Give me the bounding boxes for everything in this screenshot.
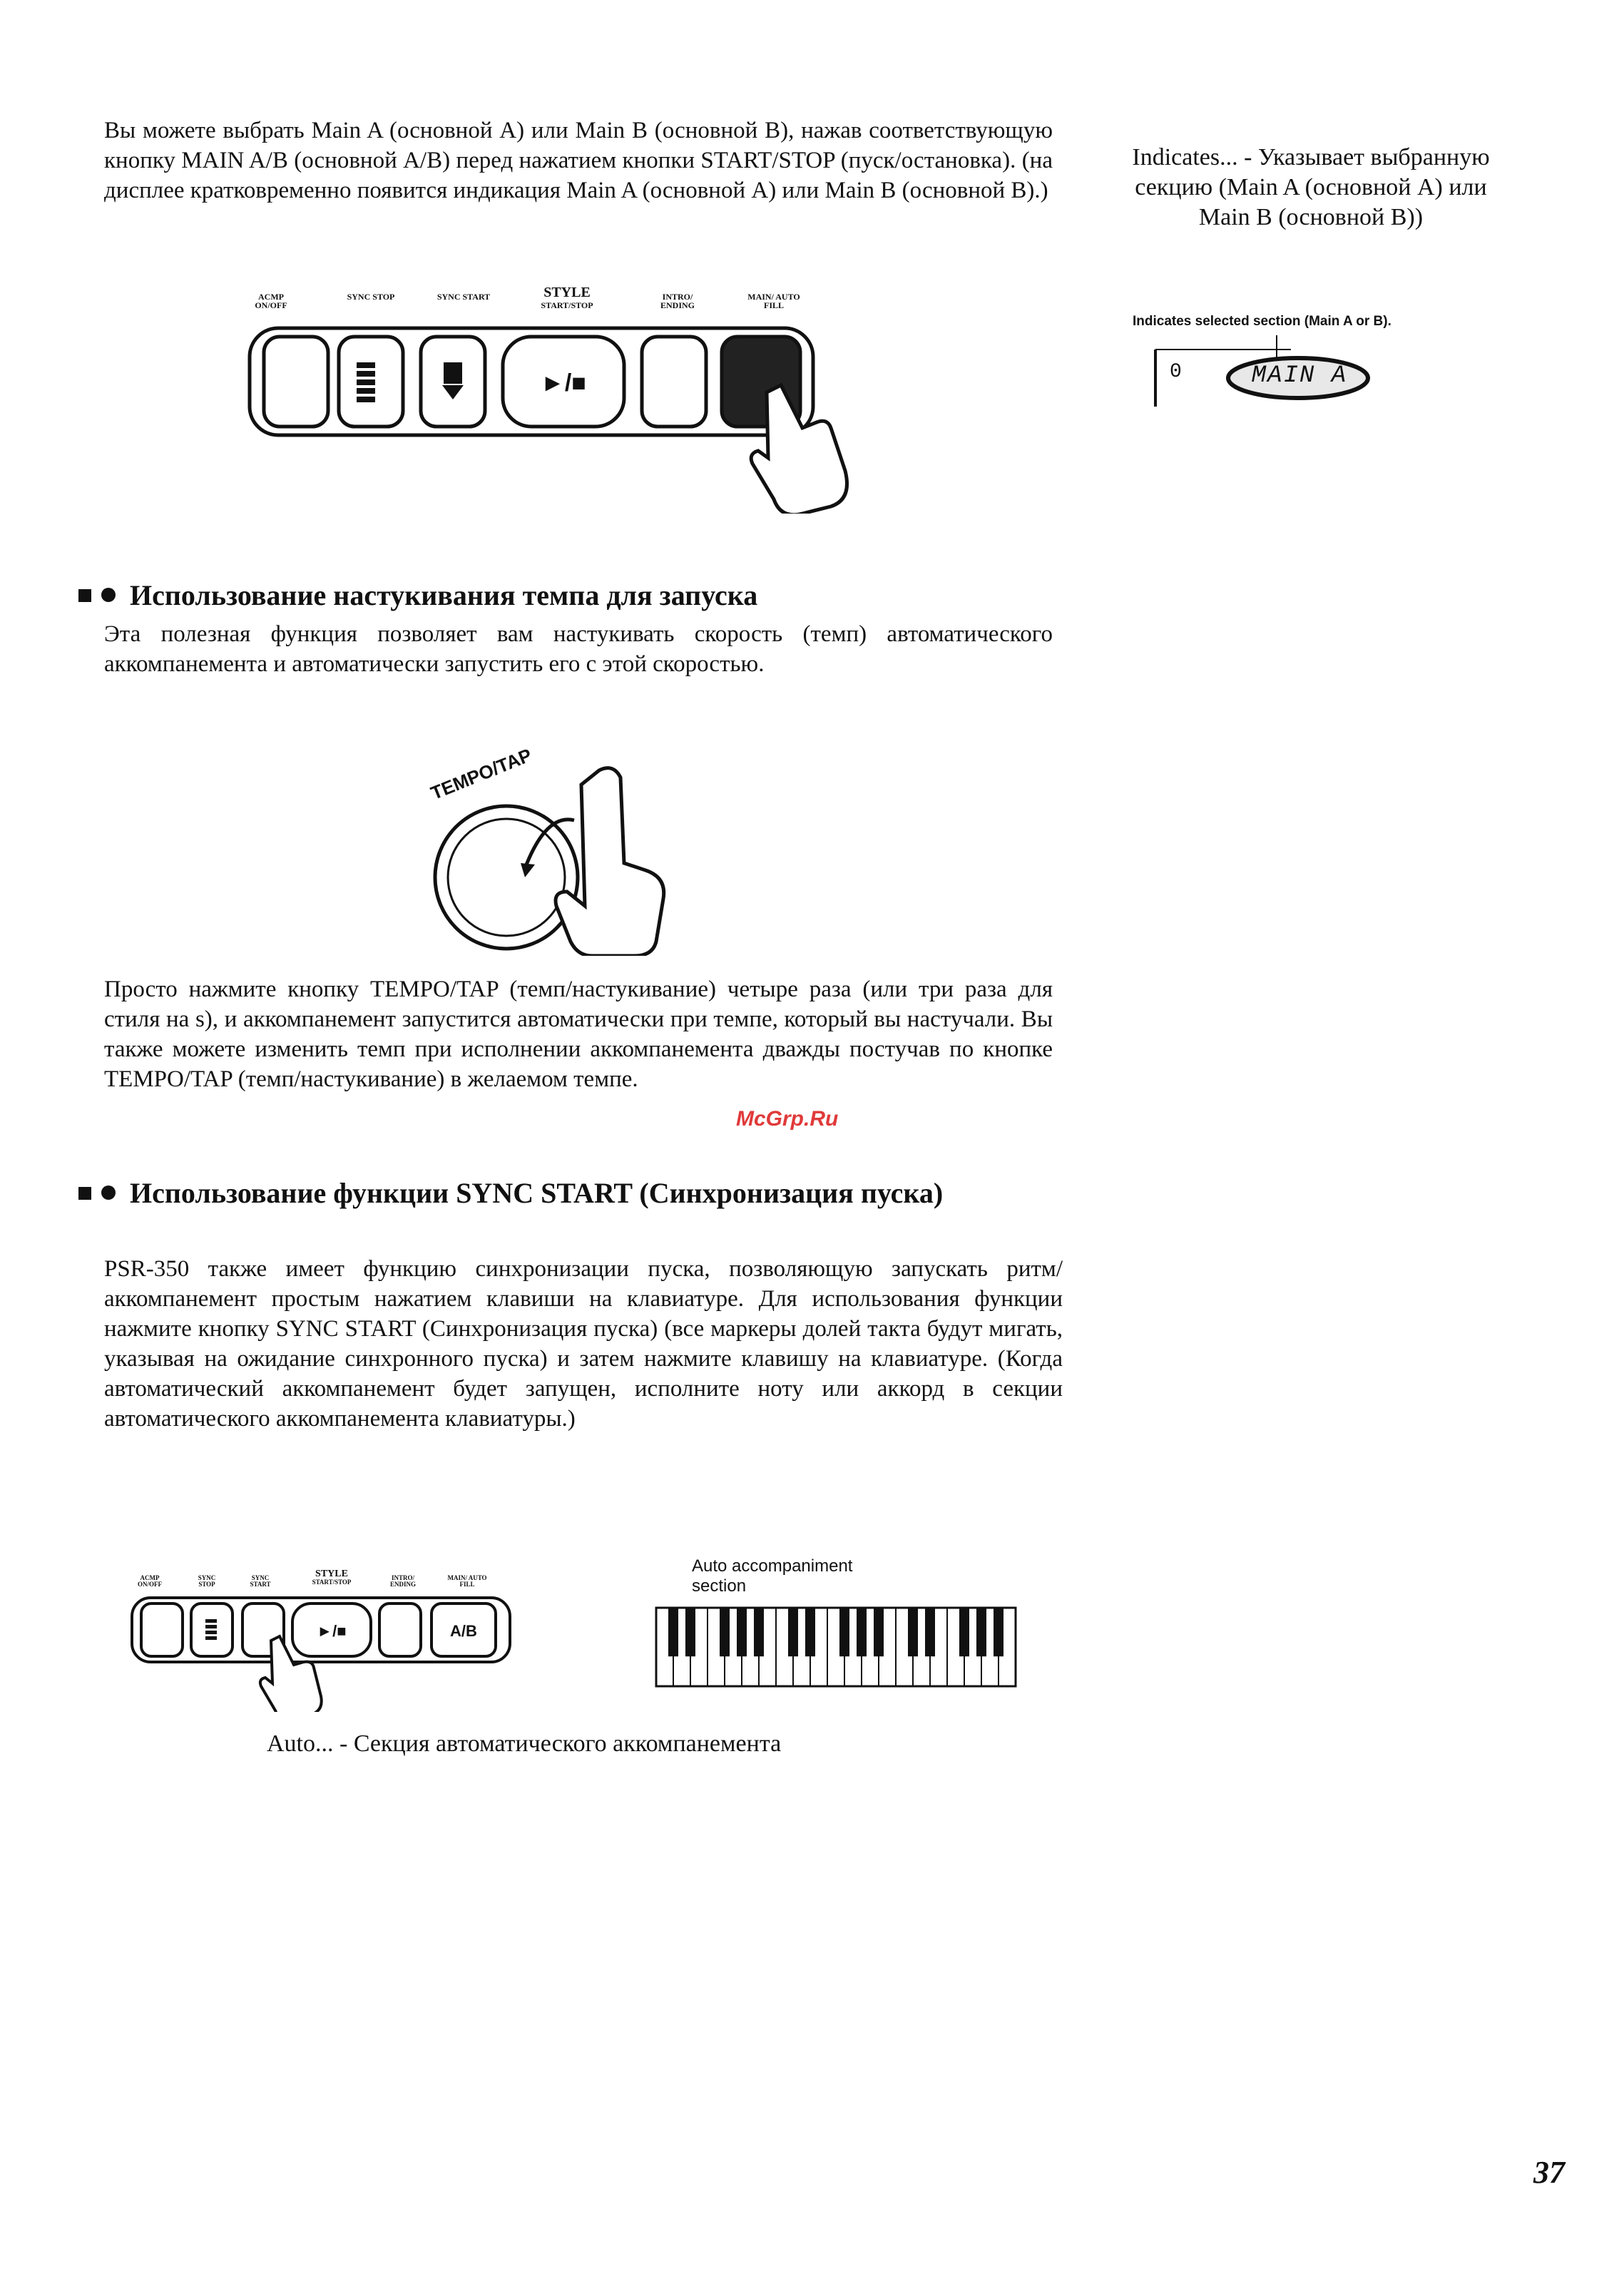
panel-label-intro-ending: INTRO/ ENDING: [660, 292, 695, 310]
section-heading-sync-text: Использование функции SYNC START (Синхронизация пуска): [130, 1177, 944, 1209]
panel-illustration-bottom: [128, 1569, 528, 1712]
black-key: [959, 1608, 969, 1656]
panel-label-sync-start: SYNC START: [250, 1574, 271, 1588]
play-stop-icon: ►/■: [317, 1622, 347, 1640]
section-heading-sync: [78, 1177, 1063, 1210]
display-note-translation: Indicates... - Указывает выбранную секцию (Main A (основной A) или Main B (основной B)): [1132, 144, 1490, 230]
play-stop-icon: ►/■: [541, 369, 586, 397]
keyboard-caption-line2: section: [692, 1576, 747, 1596]
section-sync-body: PSR-350 также имеет функцию синхронизации пуска, позволяющую запускать ритм/аккомпанемент простым нажатием клавиши на клавиатуре. Для использования функции нажмите кнопку SYNC START (Синхронизация пуска) (все маркеры долей такта будут мигать, указывая на ожидание синхронного пуска) и затем нажмите клавишу на клавиатуре. (Когда автоматический аккомпанемент будет запущен, исполните ноту или аккорд в секции автоматического аккомпанемента клавиатуры.): [104, 1256, 1063, 1432]
black-key: [805, 1608, 815, 1656]
keyboard-illustration: [655, 1605, 1026, 1691]
ab-button-label: A/B: [450, 1622, 477, 1640]
lcd-display: [1148, 335, 1448, 414]
panel-label-style: STYLE: [315, 1569, 348, 1579]
black-key: [754, 1608, 764, 1656]
lcd-main-text: MAIN A: [1251, 362, 1348, 389]
black-key: [720, 1608, 730, 1656]
black-key: [668, 1608, 678, 1656]
black-key: [685, 1608, 695, 1656]
panel-label-acmp: ACMP ON/OFF: [255, 292, 287, 310]
panel-label-sync-stop: SYNC STOP: [347, 292, 395, 302]
panel-illustration-top: [242, 285, 884, 514]
black-key: [737, 1608, 747, 1656]
section-tap-body2: Просто нажмите кнопку TEMPO/TAP (темп/настукивание) четыре раза (или три раза для стиля на s), и аккомпанемент запустится автоматически при темпе, который вы настучали. Вы также можете изменить темп при исполнении аккомпанемента дважды постучав по кнопке TEMPO/TAP (темп/настукивание) в желаемом темпе.: [104, 977, 1053, 1092]
panel-label-sync-stop: SYNC STOP: [198, 1574, 216, 1588]
watermark: McGrp.Ru: [736, 1107, 839, 1131]
panel-label-style: STYLE: [543, 285, 591, 300]
black-key: [839, 1608, 849, 1656]
panel-label-acmp: ACMP ON/OFF: [138, 1574, 162, 1588]
keyboard-caption-line1: Auto accompaniment: [692, 1556, 853, 1576]
heading-bullet-icon: [78, 1177, 116, 1210]
black-key: [874, 1608, 884, 1656]
panel-label-main-autofill: MAIN/ AUTO FILL: [747, 292, 800, 310]
intro-paragraph: Вы можете выбрать Main A (основной A) или Main B (основной B), нажав соответствующую кнопку MAIN A/B (основной A/B) перед нажатием кнопки START/STOP (пуск/остановка). (на дисплее кратковременно появится индикация Main A (основной A) или Main B (основной B).): [104, 118, 1053, 203]
panel-label-intro-ending: INTRO/ ENDING: [389, 1574, 416, 1588]
black-key: [857, 1608, 867, 1656]
black-key: [994, 1608, 1003, 1656]
black-key: [976, 1608, 986, 1656]
section-tap-body: Эта полезная функция позволяет вам настукивать скорость (темп) автоматического аккомпанемента и автоматически запустить его с этой скоростью.: [104, 621, 1053, 677]
section-heading-tap: [78, 579, 1077, 612]
heading-bullet-icon: [78, 579, 116, 612]
panel-label-sync-start: SYNC START: [436, 292, 491, 302]
panel-label-start-stop: START/STOP: [541, 300, 593, 310]
tempo-tap-illustration: [421, 742, 678, 956]
lcd-digit: 0: [1170, 361, 1182, 383]
tempo-tap-label: TEMPO/TAP: [427, 744, 535, 804]
panel-label-start-stop: START/STOP: [312, 1579, 352, 1586]
section-heading-tap-text: Использование настукивания темпа для запуска: [130, 579, 758, 611]
black-key: [925, 1608, 935, 1656]
display-caption: Indicates selected section (Main A or B).: [1133, 314, 1391, 329]
keyboard-translation: Auto... - Секция автоматического аккомпанемента: [267, 1730, 782, 1757]
black-key: [908, 1608, 918, 1656]
page-number: 37: [1533, 2155, 1565, 2190]
panel-label-main-autofill: MAIN/ AUTO FILL: [447, 1574, 487, 1588]
black-key: [788, 1608, 798, 1656]
